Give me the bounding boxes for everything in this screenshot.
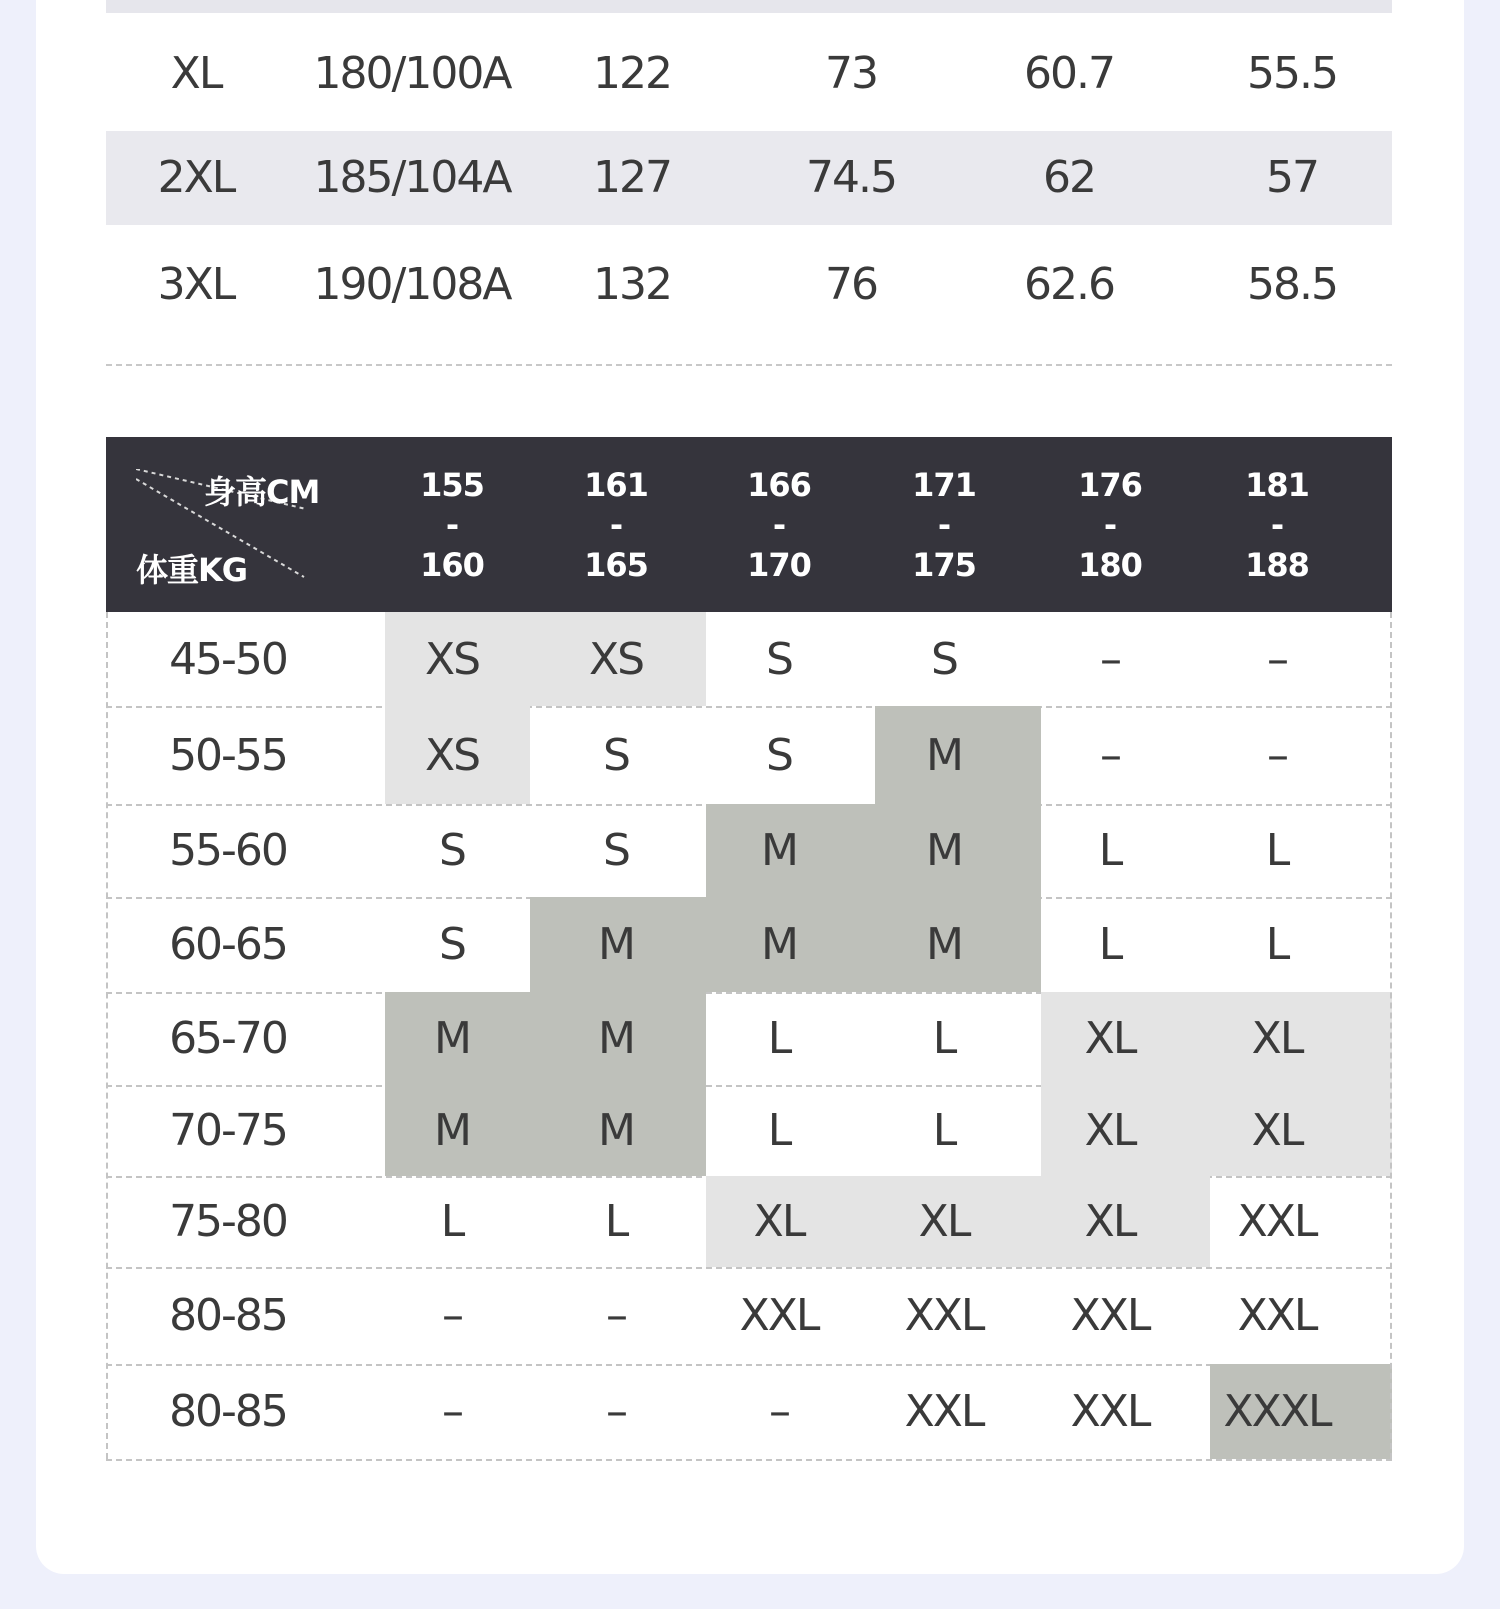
size-chart-row (106, 612, 1392, 706)
size-cell (1210, 612, 1392, 706)
size-cell (1210, 804, 1392, 897)
size-cell (1041, 1085, 1210, 1176)
height-range-sep: - (1103, 506, 1117, 544)
spec-row (106, 131, 1392, 225)
size-value: XXL (1237, 1196, 1317, 1247)
size-value: S (439, 825, 465, 876)
fit-cell: 185/104A (313, 152, 511, 203)
size-value: M (761, 825, 797, 876)
weight-range-label: 50-55 (169, 729, 287, 781)
size-value: – (1100, 633, 1120, 685)
size-cell: XL (170, 48, 222, 99)
size-value: S (931, 633, 957, 685)
size-cell (706, 1176, 875, 1267)
size-value: M (434, 1105, 470, 1156)
size-value: XXXL (1223, 1386, 1331, 1437)
size-chart-row (106, 1085, 1392, 1176)
weight-range-label: 55-60 (169, 825, 287, 876)
value-cell: 55.5 (1247, 48, 1337, 99)
height-range-from: 181 (1245, 466, 1309, 504)
size-cell (1041, 992, 1210, 1085)
weight-range-label: 60-65 (169, 919, 287, 970)
size-value: L (1265, 825, 1289, 876)
size-cell (385, 804, 530, 897)
size-value: XXL (1070, 1290, 1150, 1341)
size-value: XXL (904, 1386, 984, 1437)
size-value: XL (1251, 1013, 1303, 1064)
size-value: L (1265, 919, 1289, 970)
size-value: – (442, 1386, 462, 1437)
value-cell: 122 (593, 48, 671, 99)
size-value: XL (1084, 1196, 1136, 1247)
size-value: M (926, 825, 962, 876)
row-separator (106, 1459, 1392, 1461)
size-value: – (442, 1290, 462, 1341)
size-value: M (926, 729, 962, 781)
size-cell (385, 1364, 530, 1459)
height-range-header (1217, 465, 1337, 585)
table-top-band (106, 0, 1392, 13)
size-cell (706, 612, 875, 706)
size-value: M (598, 919, 634, 970)
size-value: L (604, 1196, 628, 1247)
size-chart-header (106, 437, 1392, 612)
size-cell (385, 706, 530, 804)
size-value: – (606, 1290, 626, 1341)
size-cell (706, 992, 875, 1085)
size-value: L (932, 1105, 956, 1156)
size-cell (530, 897, 706, 992)
weight-range-label: 65-70 (169, 1013, 287, 1064)
size-value: XL (918, 1196, 970, 1247)
size-cell (530, 1176, 706, 1267)
value-cell: 76 (825, 259, 877, 310)
value-cell: 62.6 (1024, 259, 1114, 310)
size-value: S (766, 729, 792, 781)
size-cell (1210, 1364, 1392, 1459)
size-cell (1210, 1176, 1392, 1267)
size-value: M (434, 1013, 470, 1064)
size-value: M (598, 1013, 634, 1064)
size-value: L (1098, 825, 1122, 876)
size-cell (875, 1364, 1041, 1459)
size-cell (1041, 804, 1210, 897)
size-value: XL (753, 1196, 805, 1247)
size-value: XS (588, 633, 644, 685)
size-cell (530, 804, 706, 897)
value-cell: 74.5 (806, 152, 896, 203)
height-range-sep: - (1270, 506, 1284, 544)
size-chart-row (106, 1176, 1392, 1267)
weight-range-label: 45-50 (169, 633, 287, 685)
size-cell (530, 1085, 706, 1176)
size-cell (530, 1267, 706, 1364)
value-cell: 60.7 (1024, 48, 1114, 99)
size-chart-row (106, 804, 1392, 897)
size-cell: 2XL (157, 152, 235, 203)
height-range-from: 161 (584, 466, 648, 504)
size-cell (1041, 1364, 1210, 1459)
fit-cell: 190/108A (313, 259, 511, 310)
size-cell (1210, 897, 1392, 992)
size-cell: 3XL (157, 259, 235, 310)
size-cell (706, 804, 875, 897)
size-value: XL (1084, 1105, 1136, 1156)
height-range-from: 176 (1078, 466, 1142, 504)
size-value: – (769, 1386, 789, 1437)
size-value: S (439, 919, 465, 970)
size-value: – (1267, 729, 1287, 781)
size-cell (1041, 1267, 1210, 1364)
height-range-from: 155 (420, 466, 484, 504)
size-cell (1041, 897, 1210, 992)
size-cell (1210, 706, 1392, 804)
weight-range-label: 75-80 (169, 1196, 287, 1247)
height-range-to: 165 (584, 546, 648, 584)
height-range-to: 175 (912, 546, 976, 584)
size-cell (875, 1176, 1041, 1267)
weight-axis-label: 体重KG (136, 551, 248, 589)
size-cell (530, 706, 706, 804)
height-range-header (1050, 465, 1170, 585)
size-cell (706, 1085, 875, 1176)
size-cell (1210, 992, 1392, 1085)
size-cell (875, 612, 1041, 706)
height-range-sep: - (609, 506, 623, 544)
size-value: XS (424, 633, 480, 685)
size-cell (875, 1085, 1041, 1176)
size-value: M (761, 919, 797, 970)
size-chart-row (106, 706, 1392, 804)
value-cell: 57 (1266, 152, 1318, 203)
value-cell: 73 (825, 48, 877, 99)
height-range-to: 170 (747, 546, 811, 584)
height-range-sep: - (772, 506, 786, 544)
size-cell (875, 804, 1041, 897)
size-cell (1041, 612, 1210, 706)
size-value: S (766, 633, 792, 685)
value-cell: 132 (593, 259, 671, 310)
size-value: XL (1251, 1105, 1303, 1156)
size-chart-row (106, 1267, 1392, 1364)
size-value: S (603, 825, 629, 876)
height-axis-label: 身高CM (204, 473, 320, 511)
height-range-to: 180 (1078, 546, 1142, 584)
size-cell (1210, 1085, 1392, 1176)
size-cell (706, 1267, 875, 1364)
size-value: XXL (904, 1290, 984, 1341)
value-cell: 127 (593, 152, 671, 203)
size-value: L (440, 1196, 464, 1247)
section-divider (106, 364, 1392, 366)
size-value: XS (424, 729, 480, 781)
size-cell (875, 1267, 1041, 1364)
height-range-header (556, 465, 676, 585)
size-cell (385, 612, 530, 706)
size-value: – (606, 1386, 626, 1437)
value-cell: 58.5 (1247, 259, 1337, 310)
size-value: L (767, 1013, 791, 1064)
size-value: L (932, 1013, 956, 1064)
size-chart-row (106, 1364, 1392, 1459)
size-value: M (926, 919, 962, 970)
size-cell (1210, 1267, 1392, 1364)
value-cell: 62 (1043, 152, 1095, 203)
size-cell (385, 897, 530, 992)
size-cell (875, 992, 1041, 1085)
size-value: M (598, 1105, 634, 1156)
height-range-to: 188 (1245, 546, 1309, 584)
size-value: XXL (1070, 1386, 1150, 1437)
size-cell (530, 1364, 706, 1459)
size-chart-row (106, 897, 1392, 992)
weight-range-label: 80-85 (169, 1290, 287, 1341)
size-cell (706, 897, 875, 992)
size-value: XXL (739, 1290, 819, 1341)
height-range-header (392, 465, 512, 585)
size-cell (1041, 1176, 1210, 1267)
size-value: L (1098, 919, 1122, 970)
spec-row (106, 238, 1392, 332)
height-range-sep: - (445, 506, 459, 544)
height-range-from: 166 (747, 466, 811, 504)
size-cell (385, 1085, 530, 1176)
height-range-to: 160 (420, 546, 484, 584)
height-range-sep: - (937, 506, 951, 544)
size-cell (875, 706, 1041, 804)
grid-border (1390, 612, 1392, 1459)
size-cell (706, 706, 875, 804)
size-value: – (1100, 729, 1120, 781)
fit-cell: 180/100A (313, 48, 511, 99)
grid-border (106, 612, 108, 1459)
height-range-header (884, 465, 1004, 585)
spec-row (106, 27, 1392, 121)
size-value: XXL (1237, 1290, 1317, 1341)
height-range-header (719, 465, 839, 585)
size-value: S (603, 729, 629, 781)
size-cell (875, 897, 1041, 992)
size-cell (385, 1176, 530, 1267)
size-cell (1041, 706, 1210, 804)
weight-range-label: 70-75 (169, 1105, 287, 1156)
size-cell (530, 612, 706, 706)
size-chart-row (106, 992, 1392, 1085)
size-cell (385, 1267, 530, 1364)
weight-range-label: 80-85 (169, 1386, 287, 1437)
size-cell (530, 992, 706, 1085)
size-cell (706, 1364, 875, 1459)
size-value: XL (1084, 1013, 1136, 1064)
height-range-from: 171 (912, 466, 976, 504)
size-cell (385, 992, 530, 1085)
size-value: L (767, 1105, 791, 1156)
size-value: – (1267, 633, 1287, 685)
